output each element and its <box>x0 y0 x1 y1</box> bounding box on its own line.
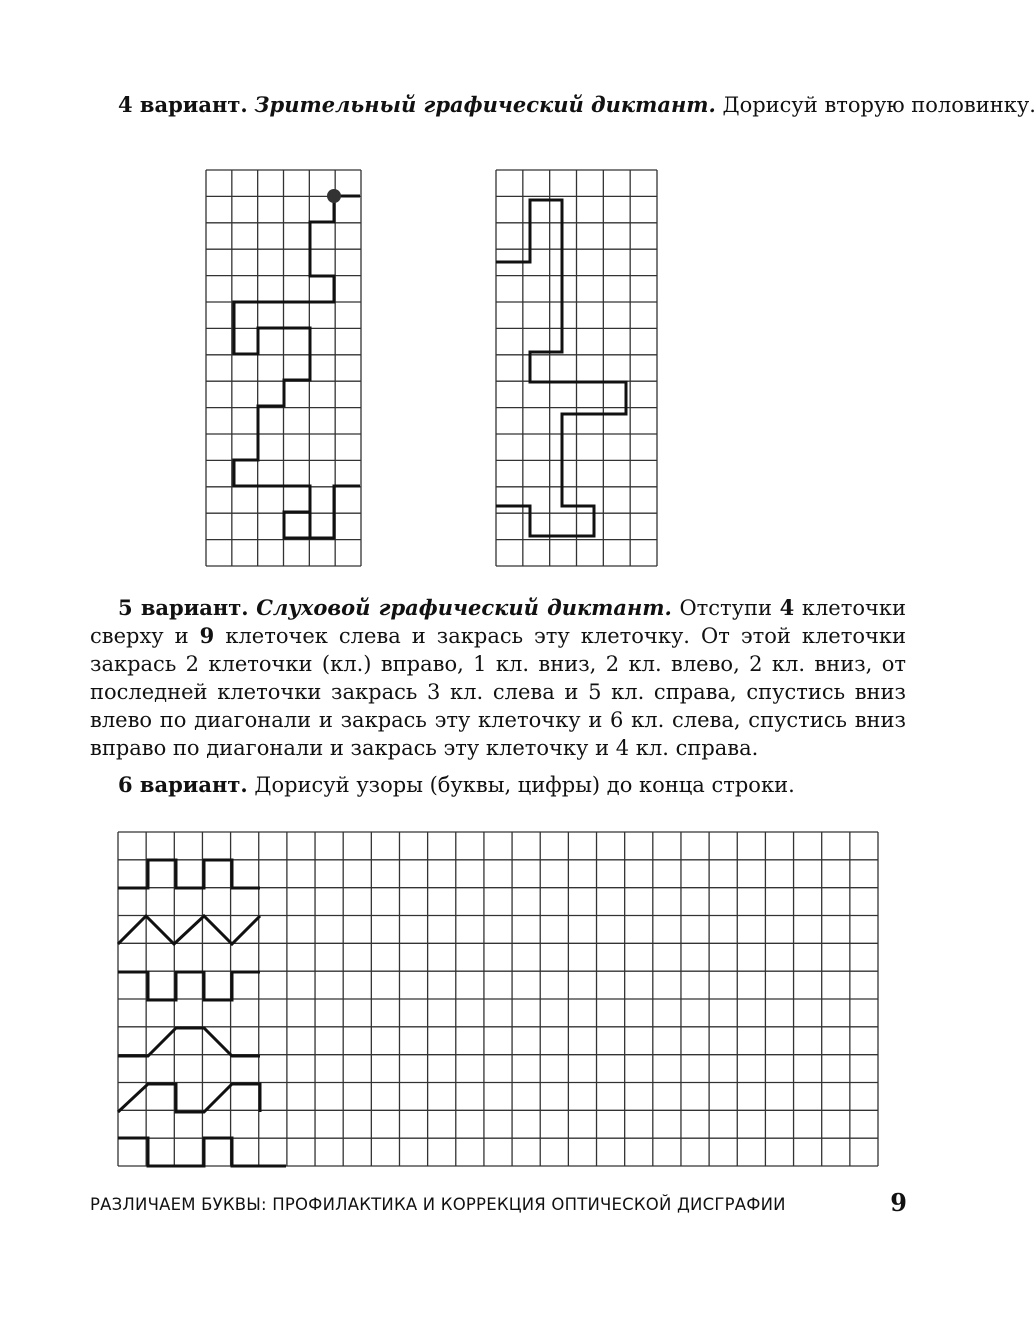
task5-text-3: клеточек слева и закрась эту клеточку. От этой клеточки закрась 2 клеточки (кл.) вправо, 1 кл. вниз, 2 кл. влево, 2 кл. вниз, от последней клеточки закрась 3 кл. слева и 5 кл. справа, спустись вниз влево по диагонали и закрась эту клеточку и 6 кл. слева, спустись вниз вправо по диагонали и закрась эту клеточку и 4 кл. справа. <box>90 624 906 760</box>
start-dot <box>327 189 341 203</box>
task6-instruction: Дорисуй узоры (буквы, цифры) до конца строки. <box>254 773 795 797</box>
task4-name: Зрительный графический диктант. <box>254 92 716 117</box>
pattern-row-4 <box>118 1028 260 1056</box>
task6-number: 6 вариант. <box>118 772 248 797</box>
task4-number: 4 вариант. <box>118 92 248 117</box>
task5-paragraph <box>90 594 906 762</box>
task4-instruction: Дорисуй вторую половинку. <box>722 93 1036 117</box>
task5-number-cols: 9 <box>199 623 215 648</box>
task6-heading <box>118 772 795 797</box>
task6-grid <box>118 832 880 1168</box>
task4-right-pattern <box>496 200 626 536</box>
page-number: 9 <box>890 1188 907 1217</box>
pattern-row-1 <box>118 860 260 888</box>
task5-text-1: Отступи <box>679 596 772 620</box>
pattern-row-5 <box>118 1084 260 1112</box>
task4-right-grid <box>496 170 658 568</box>
task4-left-pattern <box>234 196 360 538</box>
running-footer: РАЗЛИЧАЕМ БУКВЫ: ПРОФИЛАКТИКА И КОРРЕКЦИЯ ОПТИЧЕСКОЙ ДИСГРАФИИ <box>90 1195 786 1214</box>
task4-heading <box>118 92 1036 117</box>
task5-number: 5 вариант. <box>118 595 249 620</box>
pattern-row-3 <box>118 972 260 1000</box>
task4-left-grid <box>206 170 362 568</box>
task5-number-rows: 4 <box>779 595 795 620</box>
pattern-row-2 <box>118 916 260 944</box>
task5-name: Слуховой графический диктант. <box>256 595 672 620</box>
task5-text-2: клеточки сверху и <box>90 596 906 648</box>
